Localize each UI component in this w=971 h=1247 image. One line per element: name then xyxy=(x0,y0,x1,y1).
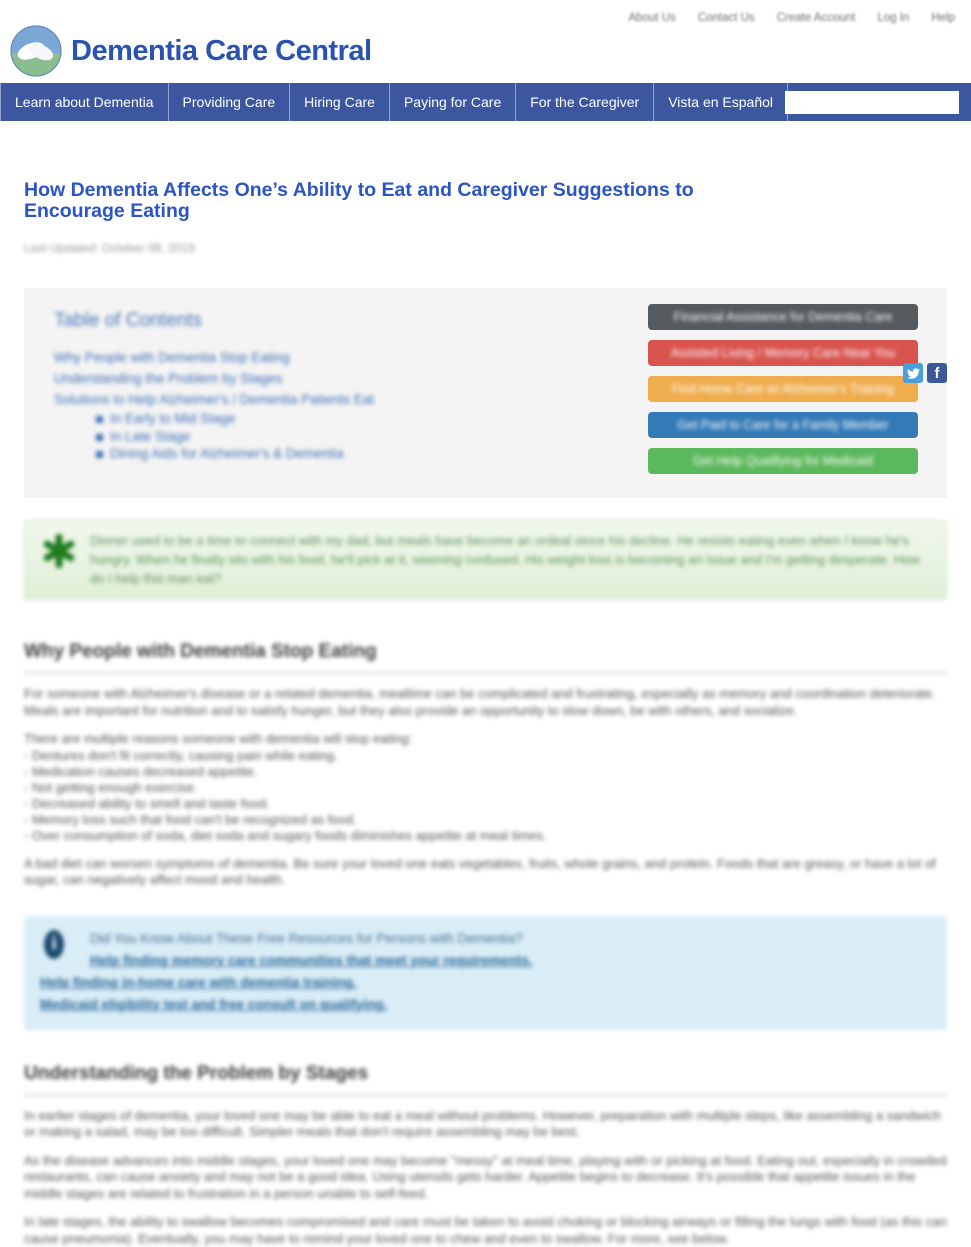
paragraph: In earlier stages of dementia, your loved one may be able to eat a meal without problems. However, preparation with multiple steps, like assembling a sandwich or making a salad, may be too difficult. Simpler meals that don't require assembling may be best. xyxy=(24,1107,941,1139)
section-heading-why-stop-eating: Why People with Dementia Stop Eating xyxy=(24,641,947,674)
nav-for-the-caregiver[interactable]: For the Caregiver xyxy=(516,83,654,121)
info-link-memory-care[interactable]: Help finding memory care communities that meet your requirements. xyxy=(90,952,533,968)
nav-hiring-care[interactable]: Hiring Care xyxy=(290,83,390,121)
twitter-share-icon[interactable] xyxy=(903,363,923,383)
facebook-share-icon[interactable]: f xyxy=(927,363,947,383)
nav-paying-for-care[interactable]: Paying for Care xyxy=(390,83,516,121)
section-heading-problem-by-stages: Understanding the Problem by Stages xyxy=(24,1063,947,1096)
paragraph: As the disease advances into middle stages, your loved one may become "messy" at meal time, playing with or picking at food. Eating out, especially in crowded restaurants, can cause anxiety and may not be a good idea. Using utensils gets harder. Appetite begins to decrease. It's possible that appetite issues in the middle stages are related to frustration in a person unable to self-feed. xyxy=(24,1152,947,1201)
list-item: - Memory loss such that food can't be recognized as food. xyxy=(24,811,357,827)
cta-button-stack xyxy=(648,304,918,498)
info-link-home-care[interactable]: Help finding in-home care with dementia training. xyxy=(40,974,357,990)
paragraph: A bad diet can worsen symptoms of dementia. Be sure your loved one eats vegetables, fruits, whole grains, and protein. Foods that are greasy, or have a lot of sugar, can negatively affect mood and health. xyxy=(24,855,936,887)
toc-link-solutions[interactable]: Solutions to Help Alzheimer's / Dementia Patients Eat xyxy=(54,392,374,407)
nav-vista-en-espanol[interactable]: Vista en Español xyxy=(654,83,788,121)
bullet-square-icon xyxy=(96,416,103,423)
article xyxy=(0,180,971,1247)
toc-links xyxy=(54,347,374,463)
paragraph: In late stages, the ability to swallow becomes compromised and care must be taken to avoid choking or blocking airways or filling the lungs with food (as this can cause pneumonia). Eventually, you may have to remind your loved one to chew and even to swallow. For more, see below. xyxy=(24,1214,947,1246)
utility-link-about[interactable]: About Us xyxy=(628,12,676,24)
site-title: Dementia Care Central xyxy=(71,34,372,67)
toc-sublink-late-stage[interactable]: In Late Stage xyxy=(96,428,374,446)
list-item: - Medication causes decreased appetite. xyxy=(24,763,258,779)
reasons-list xyxy=(24,748,947,844)
toc-link-problem-by-stages[interactable]: Understanding the Problem by Stages xyxy=(54,371,283,386)
nav-learn-about-dementia[interactable]: Learn about Dementia xyxy=(0,83,169,121)
toc-sublink-dining-aids[interactable]: Dining Aids for Alzheimer's & Dementia xyxy=(96,445,374,463)
reader-quote-text: Dinner used to be a time to connect with my dad, but meals have become an ordeal since his decline. He resists eating even when I know he's hungry. When he finally sits with his food, he'll pick at it, seeming confused. His weight loss is becoming an issue and I'm getting desperate. How do I help this man eat? xyxy=(90,533,920,586)
utility-nav xyxy=(607,12,955,24)
main-nav xyxy=(0,83,971,121)
list-item: - Over consumption of soda, diet soda and sugary foods diminishes appetite at meal times. xyxy=(24,827,547,843)
toc-sublink-early-mid-stage[interactable]: In Early to Mid Stage xyxy=(96,410,374,428)
utility-link-login[interactable]: Log In xyxy=(877,12,910,24)
cta-assisted-living-button[interactable]: Assisted Living / Memory Care Near You xyxy=(648,340,918,366)
list-item: - Decreased ability to smell and taste food. xyxy=(24,795,270,811)
site-header xyxy=(0,0,971,83)
hands-logo-icon xyxy=(10,25,62,77)
list-item: - Dentures don't fit correctly, causing pain while eating. xyxy=(24,747,338,763)
last-updated: Last Updated: October 08, 2019 xyxy=(24,241,195,255)
site-logo[interactable] xyxy=(10,25,372,77)
cta-home-care-button[interactable]: Find Home Care w/ Alzheimer's Training xyxy=(648,376,918,402)
share-icons xyxy=(899,363,947,383)
utility-link-help[interactable]: Help xyxy=(931,12,955,24)
search-box xyxy=(785,91,959,114)
toc-link-why-stop-eating[interactable]: Why People with Dementia Stop Eating xyxy=(54,350,290,365)
asterisk-icon xyxy=(40,532,78,570)
paragraph: For someone with Alzheimer's disease or a related dementia, mealtime can be complicated and frustrating, especially as memory and coordination deteriorate. Meals are important for nutrition and to satisfy hunger, but they also provide an opportunity to slow down, be with others, and socialize. xyxy=(24,686,936,718)
utility-link-create-account[interactable]: Create Account xyxy=(776,12,856,24)
paragraph: There are multiple reasons someone with dementia will stop eating: xyxy=(24,731,413,746)
bullet-square-icon xyxy=(96,434,103,441)
info-link-medicaid[interactable]: Medicaid eligibility test and free consult on qualifying. xyxy=(40,996,388,1012)
info-box-heading: Did You Know About These Free Resources for Persons with Dementia? xyxy=(90,930,523,946)
bullet-square-icon xyxy=(96,451,103,458)
free-resources-info-box xyxy=(24,916,947,1030)
cta-medicaid-button[interactable]: Get Help Qualifying for Medicaid xyxy=(648,448,918,474)
cta-financial-assistance-button[interactable]: Financial Assistance for Dementia Care xyxy=(648,304,918,330)
table-of-contents-box xyxy=(24,288,947,498)
cta-get-paid-button[interactable]: Get Paid to Care for a Family Member xyxy=(648,412,918,438)
toc-heading: Table of Contents xyxy=(54,310,202,331)
utility-link-contact[interactable]: Contact Us xyxy=(697,12,755,24)
page-title: How Dementia Affects One’s Ability to Eat and Caregiver Suggestions to Encourage Eating xyxy=(24,179,694,222)
toc-column xyxy=(54,304,374,498)
search-input[interactable] xyxy=(785,91,971,114)
info-icon: i xyxy=(44,930,64,959)
nav-providing-care[interactable]: Providing Care xyxy=(169,83,291,121)
list-item: - Not getting enough exercise. xyxy=(24,779,198,795)
reader-quote-box xyxy=(24,520,947,600)
